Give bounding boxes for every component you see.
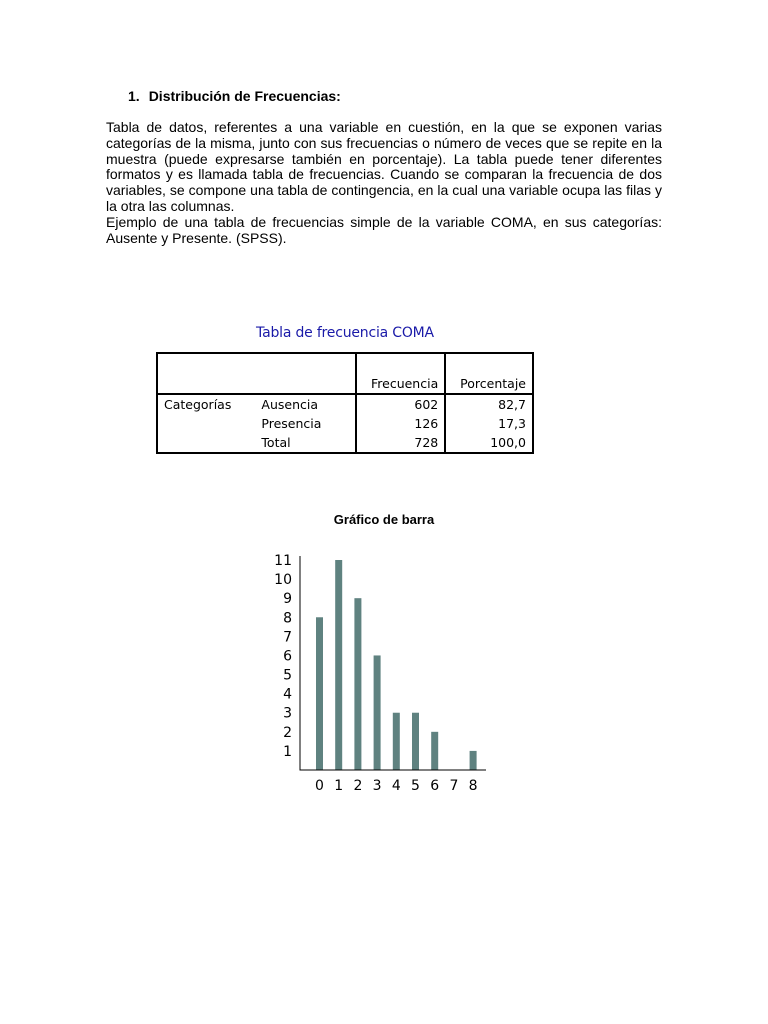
x-tick-label: 6 bbox=[430, 778, 440, 794]
x-tick-label: 7 bbox=[449, 778, 459, 794]
y-tick-label: 11 bbox=[274, 553, 292, 569]
x-tick-label: 5 bbox=[411, 778, 420, 794]
heading-text: Distribución de Frecuencias: bbox=[148, 88, 341, 104]
bar-6 bbox=[431, 732, 438, 770]
y-tick-label: 9 bbox=[283, 591, 292, 608]
row-frecuencia: 728 bbox=[356, 433, 446, 453]
header-porcentaje: Porcentaje bbox=[445, 374, 533, 394]
paragraph-definition: Tabla de datos, referentes a una variable en cuestión, en la que se exponen varias categorías de la misma, junto con sus frecuencias o número de veces que se repite en la muestra (puede expresarse también en porcentaje). La tabla puede tener diferentes formatos y es llamada tabla de frecuencias. Cuando se comparan la frecuencia de dos variables, se compone una tabla de contingencia, en la cual una variable ocupa las filas y la otra las columnas. bbox=[106, 119, 662, 214]
bar-1 bbox=[335, 560, 342, 770]
paragraph-example: Ejemplo de una tabla de frecuencias simple de la variable COMA, en sus categorías: Ausente y Presente. (SPSS). bbox=[106, 213, 662, 246]
y-tick-label: 10 bbox=[274, 572, 292, 589]
table-row bbox=[157, 394, 533, 414]
y-tick-label: 4 bbox=[283, 686, 292, 703]
table-row bbox=[157, 433, 533, 453]
y-tick-label: 6 bbox=[283, 648, 292, 665]
y-tick-label: 1 bbox=[283, 743, 292, 760]
table-row bbox=[157, 414, 533, 433]
chart-title: Gráfico de barra bbox=[333, 512, 435, 527]
x-tick-label: 3 bbox=[372, 778, 382, 794]
bar-4 bbox=[393, 713, 400, 770]
row-porcentaje: 17,3 bbox=[445, 414, 533, 433]
row-label: Total bbox=[261, 434, 291, 450]
x-tick-label: 2 bbox=[353, 778, 363, 794]
row-frecuencia: 602 bbox=[356, 394, 446, 414]
row-frecuencia: 126 bbox=[356, 414, 446, 433]
x-tick-label: 1 bbox=[334, 778, 344, 794]
y-tick-label: 5 bbox=[283, 667, 292, 684]
bar-0 bbox=[316, 617, 323, 770]
bar-3 bbox=[374, 655, 381, 770]
heading-number: 1. bbox=[128, 88, 140, 104]
row-label: Presencia bbox=[261, 415, 322, 431]
body-paragraph bbox=[106, 120, 662, 246]
x-tick-label: 8 bbox=[468, 778, 478, 794]
y-tick-label: 2 bbox=[283, 724, 292, 741]
frequency-table bbox=[156, 352, 534, 454]
x-tick-label: 0 bbox=[315, 778, 324, 794]
row-porcentaje: 82,7 bbox=[445, 394, 533, 414]
section-heading bbox=[128, 88, 341, 104]
bar-chart bbox=[260, 548, 500, 798]
row-label: Ausencia bbox=[261, 396, 319, 412]
table-title: Tabla de frecuencia COMA bbox=[256, 325, 434, 341]
y-tick-label: 3 bbox=[283, 705, 292, 722]
y-tick-label: 7 bbox=[283, 629, 292, 646]
bar-2 bbox=[354, 598, 361, 770]
header-frecuencia: Frecuencia bbox=[356, 374, 446, 394]
x-tick-label: 4 bbox=[391, 778, 401, 794]
bar-8 bbox=[470, 751, 477, 770]
bar-5 bbox=[412, 713, 419, 770]
y-tick-label: 8 bbox=[283, 610, 292, 627]
group-label: Categorías bbox=[164, 396, 232, 412]
row-porcentaje: 100,0 bbox=[445, 433, 533, 453]
table-header-row bbox=[157, 374, 533, 394]
